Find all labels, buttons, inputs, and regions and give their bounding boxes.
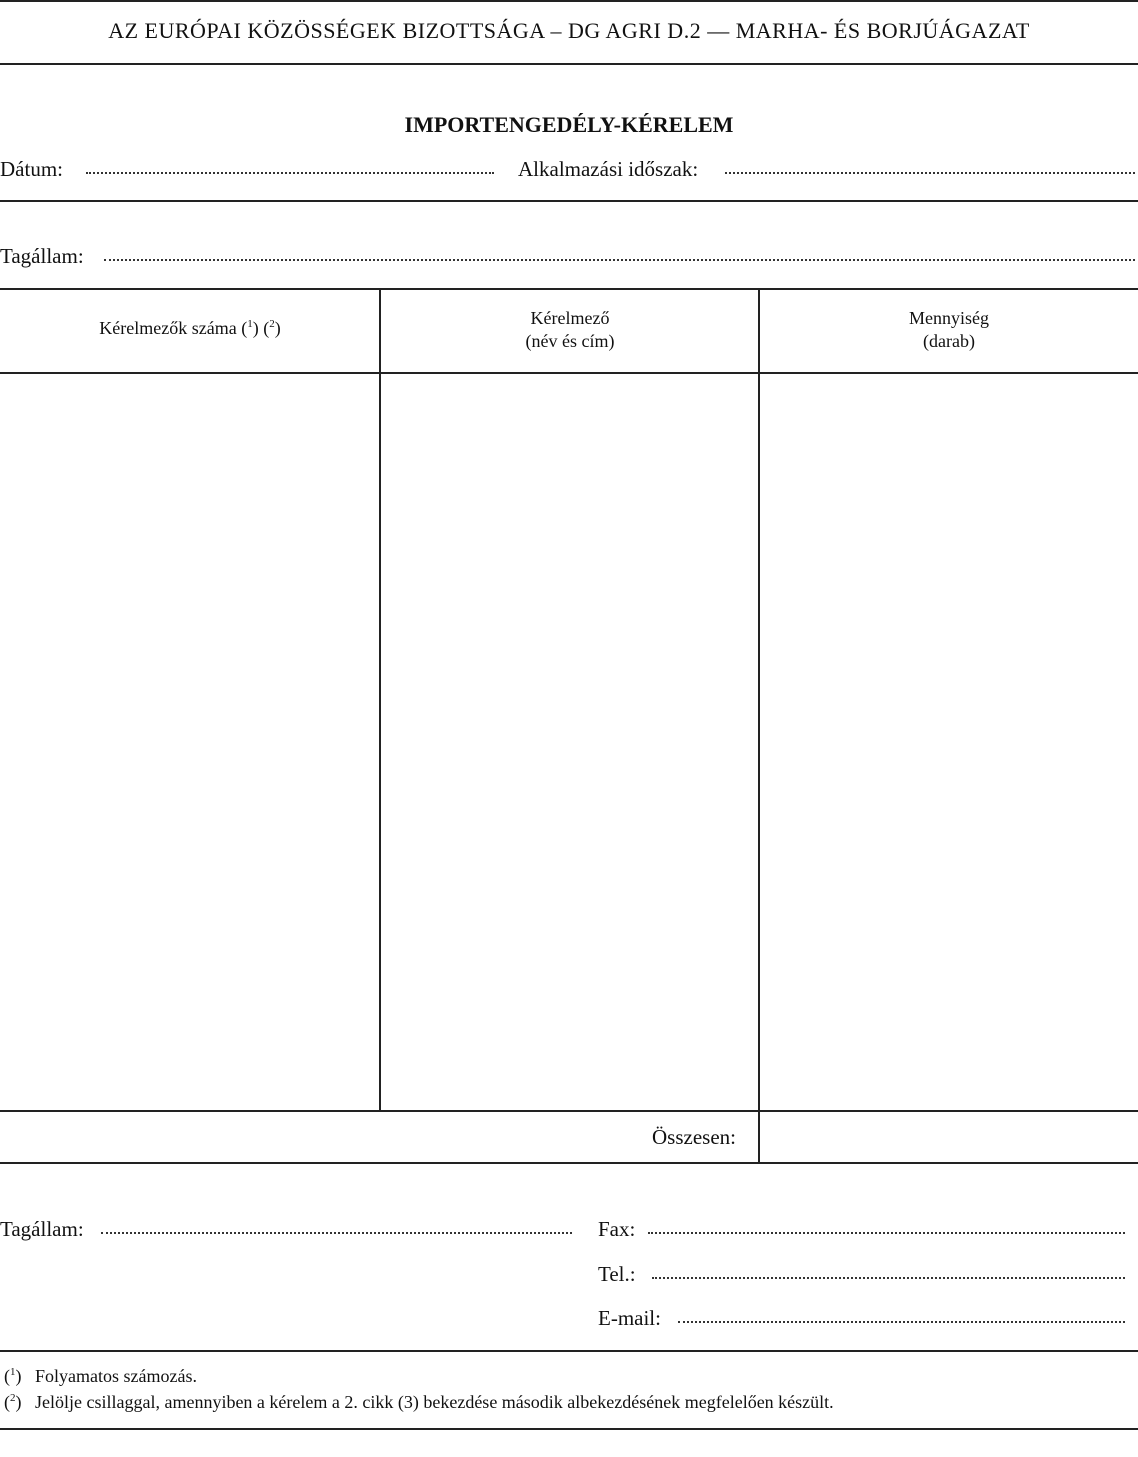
col-applicant-header <box>381 307 759 353</box>
email-label: E-mail: <box>598 1306 661 1330</box>
form-title: IMPORTENGEDÉLY-KÉRELEM <box>404 112 734 137</box>
footnote-1-mark: 1 <box>10 1366 16 1378</box>
contact-member-state-field[interactable] <box>101 1230 572 1234</box>
footnote-1: ($^1$) Folyamatos számozás. <box>4 1366 197 1386</box>
tel-label: Tel.: <box>598 1262 636 1286</box>
date-label: Dátum: <box>0 157 63 181</box>
footnote-2: ($^2$) Jelölje csillaggal, amennyiben a kérelem a 2. cikk (3) bekezdése második albekezdésének megfelelően készült. <box>4 1392 834 1412</box>
cell-quantity[interactable] <box>760 374 1138 1109</box>
contact-member-state-label: Tagállam: <box>0 1217 84 1241</box>
table-bottom-rule <box>0 1162 1138 1164</box>
col-applicant-count-header: Kérelmezők száma ($^1$) ($^2$) <box>99 318 281 338</box>
date-rule <box>0 200 1138 202</box>
total-value[interactable] <box>760 1112 1138 1161</box>
footnote-2-mark: 2 <box>10 1392 16 1404</box>
col-applicant-count-label: Kérelmezők száma <box>99 318 237 338</box>
email-field[interactable] <box>678 1319 1125 1323</box>
col-quantity-header <box>760 307 1138 353</box>
member-state-label: Tagállam: <box>0 244 84 268</box>
cell-applicant-count[interactable] <box>0 374 378 1109</box>
top-rule <box>0 0 1138 2</box>
cell-applicant[interactable] <box>381 374 757 1109</box>
footnote-ref-1: 1 <box>247 318 253 330</box>
fax-field[interactable] <box>648 1230 1125 1234</box>
total-label: Összesen: <box>652 1125 736 1149</box>
col-quantity-line1: Mennyiség <box>909 308 989 328</box>
footnote-1-text: Folyamatos számozás. <box>35 1366 197 1386</box>
period-label: Alkalmazási időszak: <box>518 157 699 181</box>
col-quantity-line2: (darab) <box>923 331 975 351</box>
date-field[interactable] <box>86 170 494 174</box>
header-title: AZ EURÓPAI KÖZÖSSÉGEK BIZOTTSÁGA – DG AGRI D.2 — MARHA- ÉS BORJÚÁGAZAT <box>108 18 1030 43</box>
bottom-rule <box>0 1428 1138 1430</box>
member-state-field[interactable] <box>104 257 1135 261</box>
header-rule <box>0 63 1138 65</box>
fax-label: Fax: <box>598 1217 636 1241</box>
footnote-ref-2: 2 <box>269 318 275 330</box>
tel-field[interactable] <box>652 1275 1125 1279</box>
footnote-rule <box>0 1350 1138 1352</box>
col-applicant-line1: Kérelmező <box>530 308 610 328</box>
footnote-2-text: Jelölje csillaggal, amennyiben a kérelem a 2. cikk (3) bekezdése második albekezdésének megfelelően készült. <box>35 1392 834 1412</box>
period-field[interactable] <box>725 170 1135 174</box>
table-top-rule <box>0 288 1138 290</box>
col-applicant-line2: (név és cím) <box>525 331 615 351</box>
